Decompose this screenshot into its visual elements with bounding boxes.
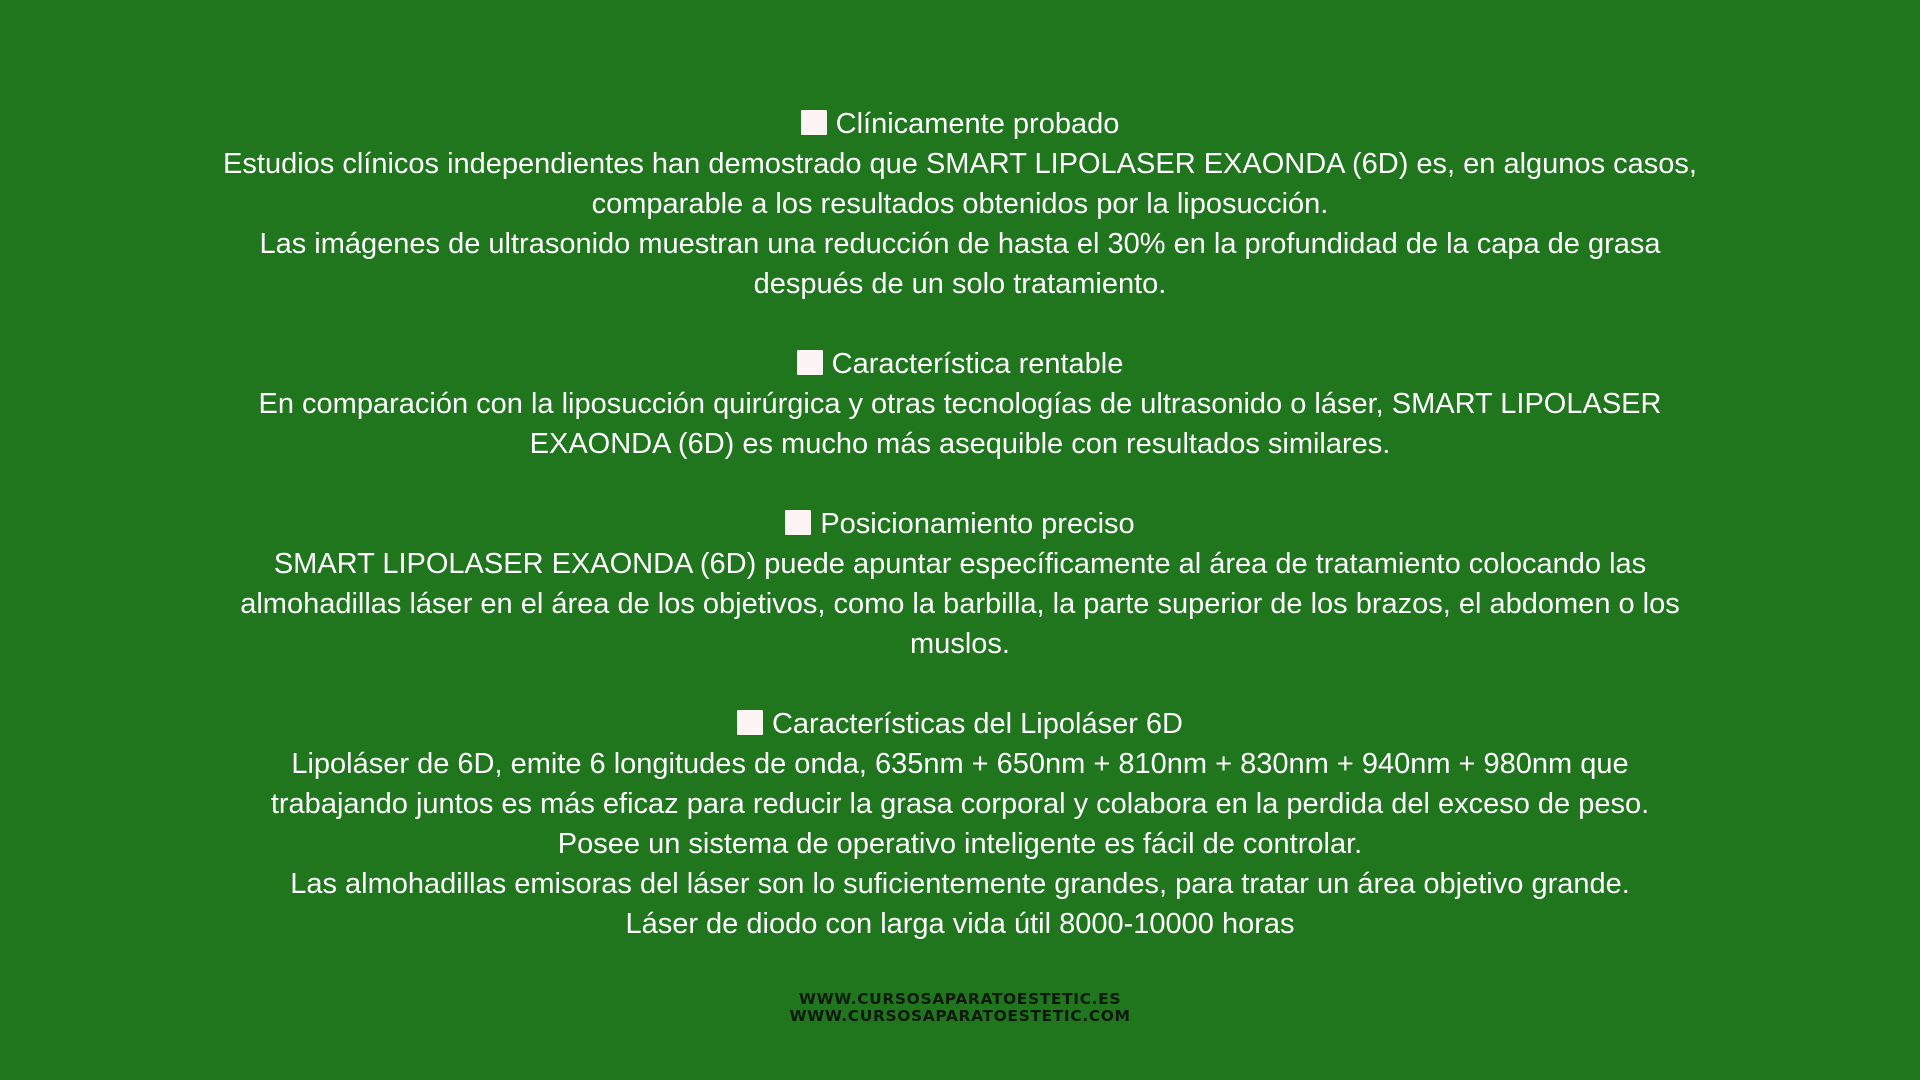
- section-text-line: comparable a los resultados obtenidos por la liposucción.: [591, 188, 1329, 220]
- section-heading-text: Características del Lipoláser 6D: [771, 708, 1183, 740]
- section-text-line: Lipoláser de 6D, emite 6 longitudes de onda, 635nm + 650nm + 810nm + 830nm + 940nm + 980nm que: [291, 748, 1629, 780]
- white-square-icon: [737, 710, 763, 735]
- section-heading: [180, 344, 1740, 384]
- section-text-line: SMART LIPOLASER EXAONDA (6D) puede apuntar específicamente al área de tratamiento colocando las: [273, 548, 1647, 580]
- section-heading-text: Posicionamiento preciso: [820, 508, 1135, 540]
- section-text-line: muslos.: [910, 628, 1010, 660]
- section-heading-text: Característica rentable: [831, 348, 1124, 380]
- white-square-icon: [801, 110, 827, 135]
- section-caracteristicas-lipolaser: [180, 704, 1740, 944]
- section-text-line: Las imágenes de ultrasonido muestran una reducción de hasta el 30% en la profundidad de la capa de grasa: [259, 228, 1661, 260]
- section-caracteristica-rentable: [180, 344, 1740, 464]
- footer-websites: [0, 991, 1920, 1025]
- section-clinicamente-probado: [180, 104, 1740, 304]
- section-posicionamiento-preciso: [180, 504, 1740, 664]
- section-text-line: Láser de diodo con larga vida útil 8000-10000 horas: [625, 908, 1295, 940]
- section-text-line: después de un solo tratamiento.: [753, 268, 1167, 300]
- section-text-line: Estudios clínicos independientes han demostrado que SMART LIPOLASER EXAONDA (6D) es, en algunos casos,: [223, 148, 1697, 180]
- section-text-line: Las almohadillas emisoras del láser son lo suficientemente grandes, para tratar un área objetivo grande.: [290, 868, 1630, 900]
- section-heading: [180, 704, 1740, 744]
- section-text-line: Posee un sistema de operativo inteligente es fácil de controlar.: [557, 828, 1363, 860]
- footer-url-es: WWW.CURSOSAPARATOESTETIC.ES: [798, 990, 1122, 1008]
- section-heading-text: Clínicamente probado: [835, 108, 1120, 140]
- section-text-line: EXAONDA (6D) es mucho más asequible con resultados similares.: [529, 428, 1391, 460]
- section-text-line: En comparación con la liposucción quirúrgica y otras tecnologías de ultrasonido o láser, SMART LIPOLASER: [258, 388, 1662, 420]
- section-heading: [180, 504, 1740, 544]
- section-text-line: trabajando juntos es más eficaz para reducir la grasa corporal y colabora en la perdida del exceso de peso.: [270, 788, 1650, 820]
- white-square-icon: [785, 510, 811, 535]
- section-text-line: almohadillas láser en el área de los objetivos, como la barbilla, la parte superior de los brazos, el abdomen o los: [240, 588, 1680, 620]
- section-heading: [180, 104, 1740, 144]
- footer-url-com: WWW.CURSOSAPARATOESTETIC.COM: [789, 1007, 1131, 1025]
- white-square-icon: [797, 350, 823, 375]
- main-content: [180, 104, 1740, 984]
